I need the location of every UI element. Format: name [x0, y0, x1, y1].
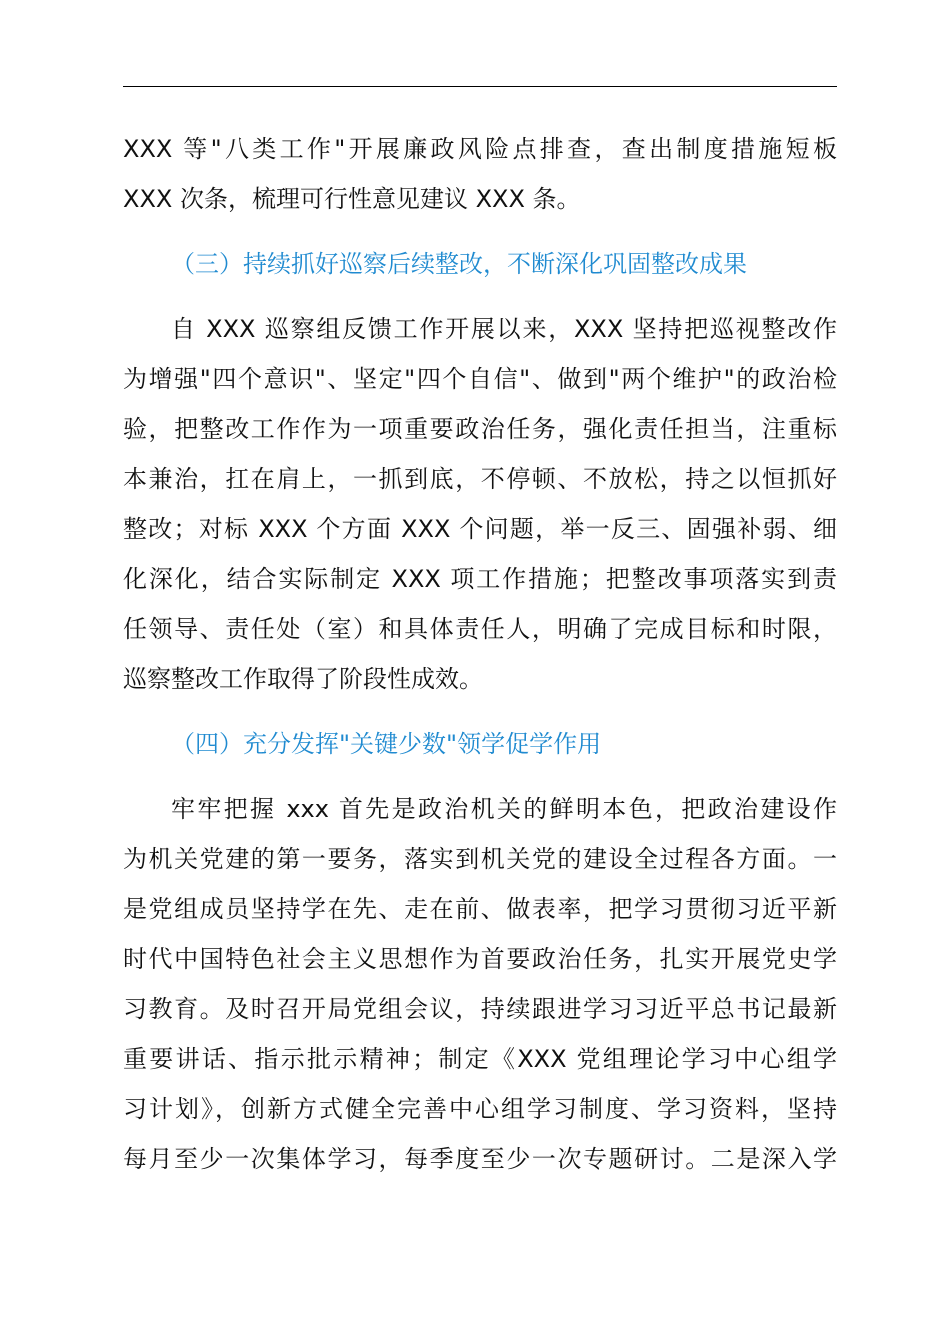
- paragraph-line: 习教育。及时召开局党组会议，持续跟进学习习近平总书记最新: [123, 995, 837, 1023]
- paragraph-line: 本兼治，扛在肩上，一抓到底，不停顿、不放松，持之以恒抓好: [123, 465, 837, 493]
- paragraph-section-4: [123, 784, 837, 1184]
- paragraph-line: 牢牢把握 xxx 首先是政治机关的鲜明本色，把政治建设作: [171, 795, 837, 823]
- header-rule: [123, 86, 837, 87]
- paragraph-section-3: [123, 304, 837, 704]
- document-body: [123, 124, 837, 1184]
- paragraph-line: 化深化，结合实际制定 XXX 项工作措施；把整改事项落实到责: [123, 565, 837, 593]
- paragraph-line: 每月至少一次集体学习，每季度至少一次专题研讨。二是深入学: [123, 1145, 837, 1173]
- paragraph-line: 巡察整改工作取得了阶段性成效。: [123, 665, 483, 693]
- paragraph-line: 为增强"四个意识"、坚定"四个自信"、做到"两个维护"的政治检: [123, 365, 837, 393]
- paragraph-line: 任领导、责任处（室）和具体责任人，明确了完成目标和时限，: [123, 615, 837, 643]
- section-heading-4: （四）充分发挥"关键少数"领学促学作用: [171, 730, 602, 758]
- paragraph-line: 重要讲话、指示批示精神；制定《XXX 党组理论学习中心组学: [123, 1045, 837, 1073]
- paragraph-line: 是党组成员坚持学在先、走在前、做表率，把学习贯彻习近平新: [123, 895, 837, 923]
- paragraph-intro: [123, 124, 837, 224]
- paragraph-line: 验，把整改工作作为一项重要政治任务，强化责任担当，注重标: [123, 415, 837, 443]
- paragraph-line: 整改；对标 XXX 个方面 XXX 个问题，举一反三、固强补弱、细: [123, 515, 837, 543]
- paragraph-line: 时代中国特色社会主义思想作为首要政治任务，扎实开展党史学: [123, 945, 837, 973]
- paragraph-line: 为机关党建的第一要务，落实到机关党的建设全过程各方面。一: [123, 845, 837, 873]
- section-heading-3: （三）持续抓好巡察后续整改，不断深化巩固整改成果: [171, 250, 747, 278]
- paragraph-line: XXX 等"八类工作"开展廉政风险点排查，查出制度措施短板: [123, 135, 837, 163]
- paragraph-line: XXX 次条，梳理可行性意见建议 XXX 条。: [123, 185, 581, 213]
- paragraph-line: 自 XXX 巡察组反馈工作开展以来，XXX 坚持把巡视整改作: [171, 315, 837, 343]
- paragraph-line: 习计划》，创新方式健全完善中心组学习制度、学习资料，坚持: [123, 1095, 837, 1123]
